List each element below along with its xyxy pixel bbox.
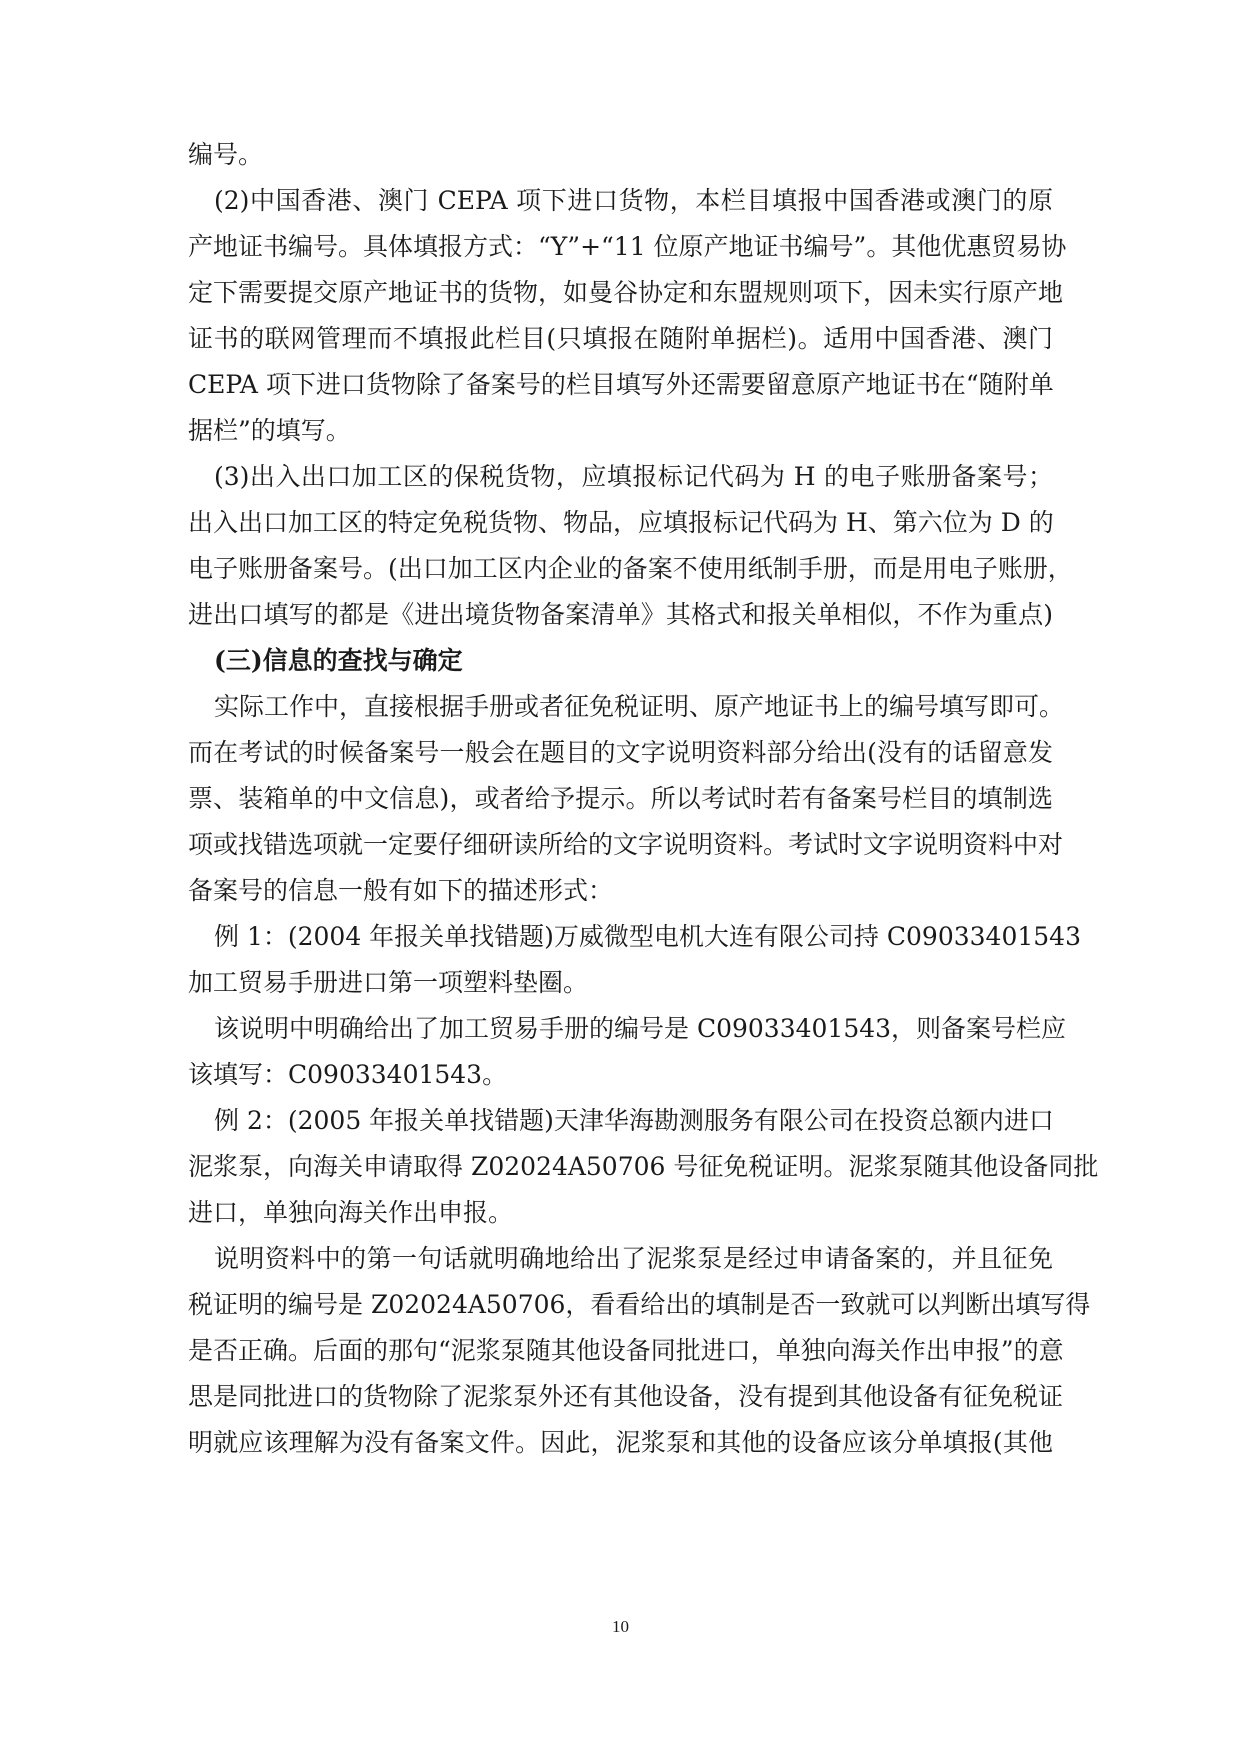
paragraph-start: 说明资料中的第一句话就明确地给出了泥浆泵是经过申请备案的，并且征免 xyxy=(214,1244,1053,1273)
text-line: 思是同批进口的货物除了泥浆泵外还有其他设备，没有提到其他设备有征免税证 xyxy=(188,1382,1064,1411)
page-number: 10 xyxy=(612,1617,629,1636)
text-line: 进口，单独向海关作出申报。 xyxy=(188,1198,514,1227)
text-line: 税证明的编号是 Z02024A50706，看看给出的填制是否一致就可以判断出填写得 xyxy=(188,1290,1091,1319)
text-line: 泥浆泵，向海关申请取得 Z02024A50706 号征免税证明。泥浆泵随其他设备同批 xyxy=(188,1152,1099,1181)
section-heading: (三)信息的查找与确定 xyxy=(214,646,463,675)
paragraph-2-start: (2)中国香港、澳门 CEPA 项下进口货物，本栏目填报中国香港或澳门的原 xyxy=(214,186,1053,215)
text-line: 进出口填写的都是《进出境货物备案清单》其格式和报关单相似，不作为重点) xyxy=(188,600,1053,629)
text-line: 定下需要提交原产地证书的货物，如曼谷协定和东盟规则项下，因未实行原产地 xyxy=(188,278,1064,307)
example-2-start: 例 2：(2005 年报关单找错题)天津华海勘测服务有限公司在投资总额内进口 xyxy=(214,1106,1054,1135)
text-line: 是否正确。后面的那句“泥浆泵随其他设备同批进口，单独向海关作出申报”的意 xyxy=(188,1336,1064,1365)
text-line: 该填写：C09033401543。 xyxy=(188,1060,508,1089)
text-line: 电子账册备案号。(出口加工区内企业的备案不使用纸制手册，而是用电子账册， xyxy=(188,554,1073,583)
text-line: 编号。 xyxy=(188,140,264,169)
text-line: 备案号的信息一般有如下的描述形式： xyxy=(188,876,614,905)
text-line: 出入出口加工区的特定免税货物、物品，应填报标记代码为 H、第六位为 D 的 xyxy=(188,508,1054,537)
paragraph-start: 实际工作中，直接根据手册或者征免税证明、原产地证书上的编号填写即可。 xyxy=(214,692,1065,721)
text-line: 而在考试的时候备案号一般会在题目的文字说明资料部分给出(没有的话留意发 xyxy=(188,738,1053,767)
text-line: 证书的联网管理而不填报此栏目(只填报在随附单据栏)。适用中国香港、澳门 xyxy=(188,324,1053,353)
paragraph-3-start: (3)出入出口加工区的保税货物，应填报标记代码为 H 的电子账册备案号； xyxy=(214,462,1053,491)
text-line: CEPA 项下进口货物除了备案号的栏目填写外还需要留意原产地证书在“随附单 xyxy=(188,370,1054,399)
paragraph-start: 该说明中明确给出了加工贸易手册的编号是 C09033401543，则备案号栏应 xyxy=(214,1014,1067,1043)
text-line: 加工贸易手册进口第一项塑料垫圈。 xyxy=(188,968,589,997)
text-line: 明就应该理解为没有备案文件。因此，泥浆泵和其他的设备应该分单填报(其他 xyxy=(188,1428,1053,1457)
text-line: 据栏”的填写。 xyxy=(188,416,351,445)
example-1-start: 例 1：(2004 年报关单找错题)万威微型电机大连有限公司持 C09033401543 xyxy=(214,922,1081,951)
text-line: 项或找错选项就一定要仔细研读所给的文字说明资料。考试时文字说明资料中对 xyxy=(188,830,1064,859)
text-line: 票、装箱单的中文信息)，或者给予提示。所以考试时若有备案号栏目的填制选 xyxy=(188,784,1053,813)
text-line: 产地证书编号。具体填报方式：“Y”+“11 位原产地证书编号”。其他优惠贸易协 xyxy=(188,232,1067,261)
